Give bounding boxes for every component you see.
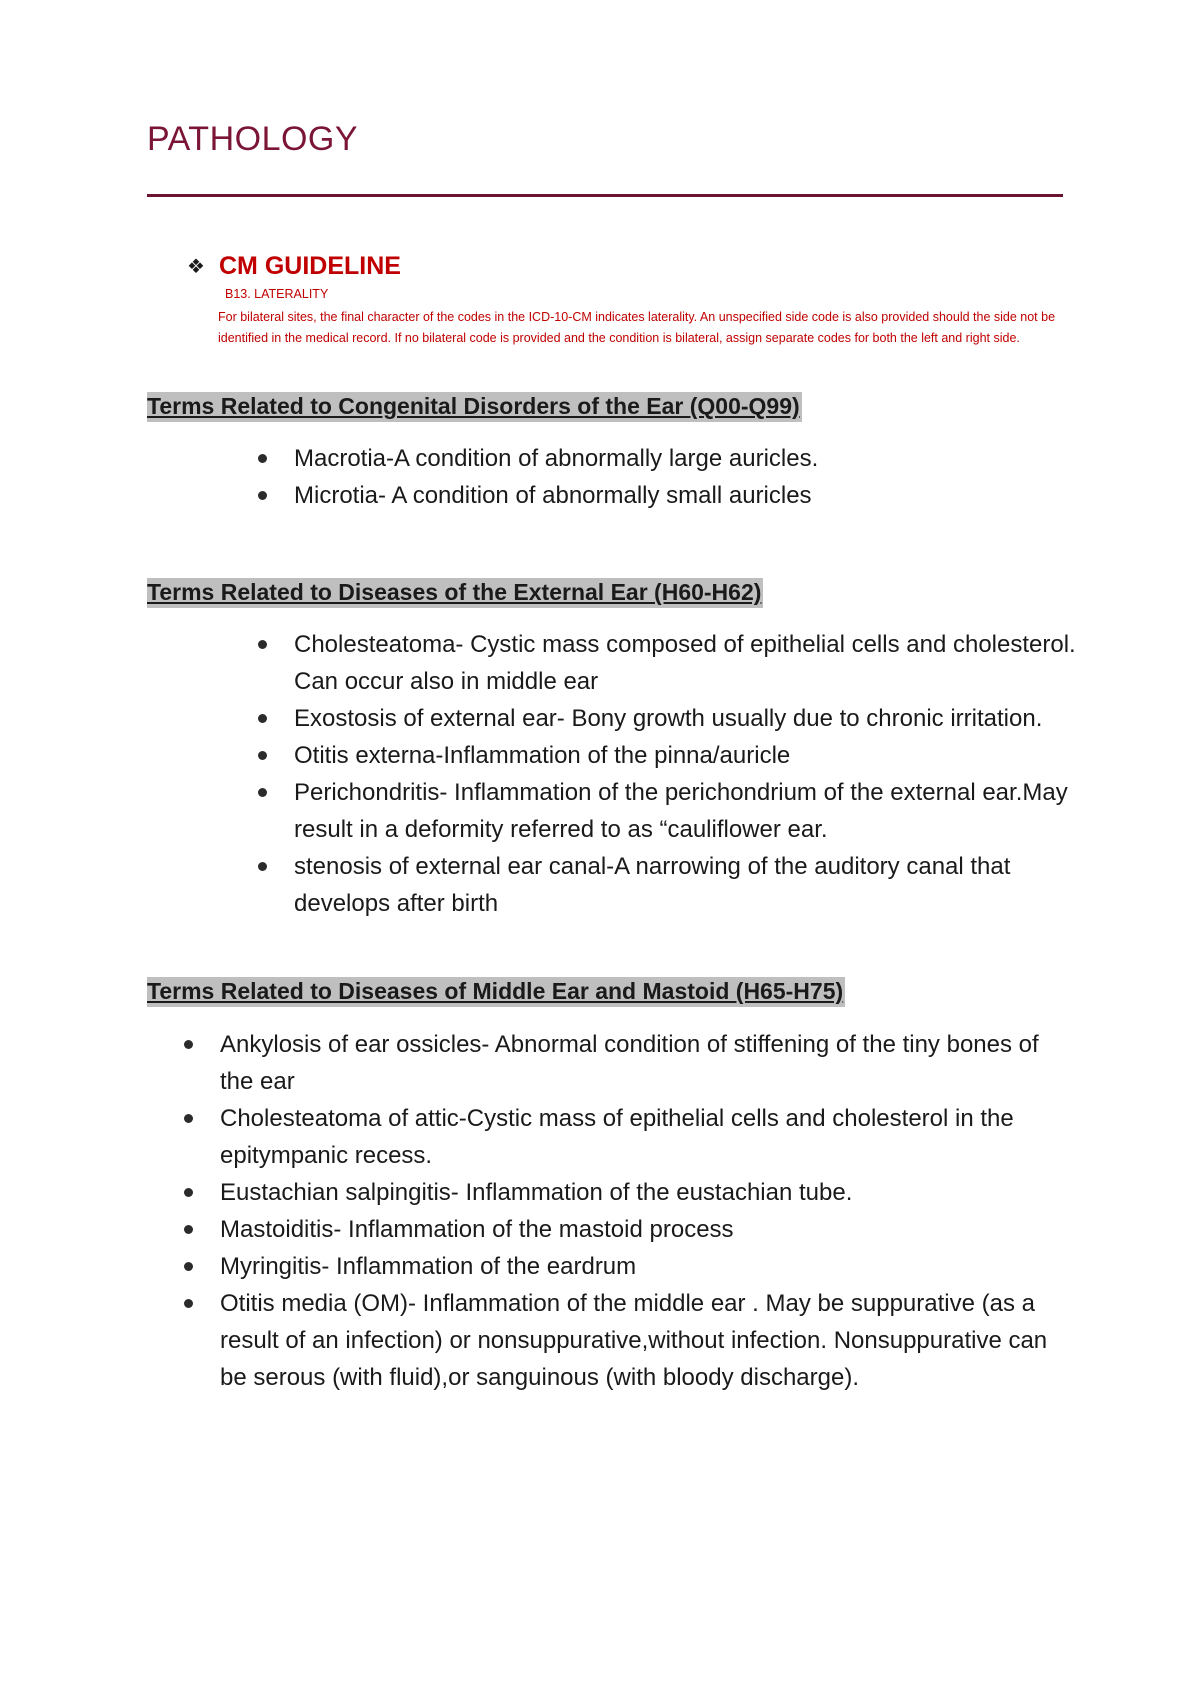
section-heading-congenital: Terms Related to Congenital Disorders of the Ear (Q00-Q99) xyxy=(147,392,802,422)
list-item-text: Perichondritis- Inflammation of the perichondrium of the external ear.May result in a deformity referred to as “cauliflower ear. xyxy=(294,779,1068,843)
bullet-icon xyxy=(184,1299,193,1308)
list-item-text: Ankylosis of ear ossicles- Abnormal condition of stiffening of the tiny bones of the ear xyxy=(220,1031,1039,1095)
list-item-text: Exostosis of external ear- Bony growth usually due to chronic irritation. xyxy=(294,705,1043,732)
guideline-heading: CM GUIDELINE xyxy=(219,252,401,280)
list-item xyxy=(258,737,1078,774)
list-congenital xyxy=(258,440,1078,514)
list-item xyxy=(258,774,1078,848)
section-heading-middle-ear: Terms Related to Diseases of Middle Ear and Mastoid (H65-H75) xyxy=(147,977,845,1007)
title-divider xyxy=(147,194,1063,197)
diamond-star-icon: ❖ xyxy=(187,255,205,278)
list-item xyxy=(258,848,1078,922)
bullet-icon xyxy=(184,1040,193,1049)
bullet-icon xyxy=(258,640,267,649)
bullet-icon xyxy=(258,788,267,797)
list-external-ear xyxy=(258,626,1078,922)
list-item-text: Microtia- A condition of abnormally small auricles xyxy=(294,482,812,509)
bullet-icon xyxy=(258,454,267,463)
list-middle-ear xyxy=(184,1026,1074,1396)
list-item xyxy=(184,1100,1074,1174)
guideline-text: For bilateral sites, the final character of the codes in the ICD-10-CM indicates laterality. An unspecified side code is also provided should the side not be identified in the medical record. If no bilateral code is provided and the condition is bilateral, assign separate codes for both the left and right side. xyxy=(218,310,1056,345)
list-item xyxy=(184,1211,1074,1248)
list-item xyxy=(184,1285,1074,1396)
list-item-text: Myringitis- Inflammation of the eardrum xyxy=(220,1253,637,1280)
list-item xyxy=(184,1248,1074,1285)
page-title: PATHOLOGY xyxy=(147,120,359,158)
list-item-text: Macrotia-A condition of abnormally large auricles. xyxy=(294,445,819,472)
list-item-text: Cholesteatoma- Cystic mass composed of epithelial cells and cholesterol. Can occur also in middle ear xyxy=(294,631,1076,695)
bullet-icon xyxy=(184,1114,193,1123)
bullet-icon xyxy=(258,751,267,760)
bullet-icon xyxy=(258,714,267,723)
list-item-text: stenosis of external ear canal-A narrowing of the auditory canal that develops after birth xyxy=(294,853,1011,917)
list-item-text: Mastoiditis- Inflammation of the mastoid process xyxy=(220,1216,734,1243)
guideline-header xyxy=(185,252,1065,281)
cm-guideline-block xyxy=(185,252,1065,349)
list-item xyxy=(184,1174,1074,1211)
guideline-subheading: B13. LATERALITY xyxy=(225,287,329,301)
list-item-text: Eustachian salpingitis- Inflammation of the eustachian tube. xyxy=(220,1179,853,1206)
list-item-text: Otitis externa-Inflammation of the pinna/auricle xyxy=(294,742,791,769)
bullet-icon xyxy=(258,862,267,871)
section-heading-external-ear: Terms Related to Diseases of the External Ear (H60-H62) xyxy=(147,578,763,608)
list-item xyxy=(258,700,1078,737)
list-item xyxy=(258,440,1078,477)
list-item xyxy=(258,626,1078,700)
list-item xyxy=(258,477,1078,514)
bullet-icon xyxy=(258,491,267,500)
bullet-icon xyxy=(184,1225,193,1234)
list-item xyxy=(184,1026,1074,1100)
list-item-text: Cholesteatoma of attic-Cystic mass of epithelial cells and cholesterol in the epitympanic recess. xyxy=(220,1105,1014,1169)
list-item-text: Otitis media (OM)- Inflammation of the middle ear . May be suppurative (as a result of an infection) or nonsuppurative,without infection. Nonsuppurative can be serous (with fluid),or sanguinous (with bloody discharge). xyxy=(220,1290,1048,1391)
bullet-icon xyxy=(184,1262,193,1271)
bullet-icon xyxy=(184,1188,193,1197)
